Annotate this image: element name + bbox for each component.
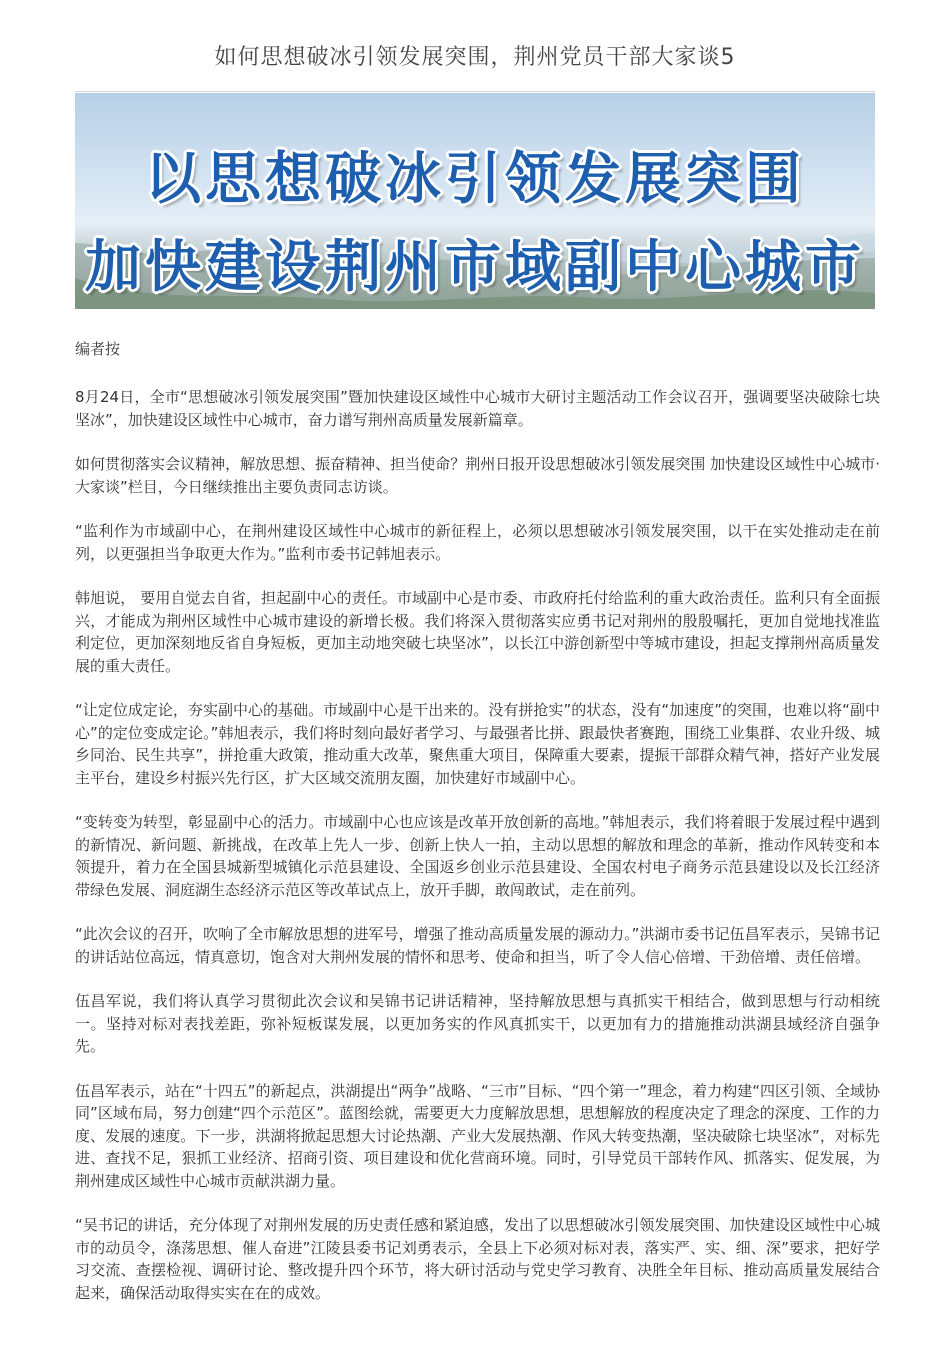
title-divider xyxy=(75,91,875,92)
article-paragraph: “让定位成定论，夯实副中心的基础。市域副中心是干出来的。没有拼抢实”的状态，没有“加速度”的突围，也难以将“副中心”的定位变成定论。”韩旭表示，我们将时刻向最好者学习、与最强者比拼、跟最快者赛跑，围绕工业集群、农业升级、城乡同治、民生共享”，拼抢重大政策，推动重大改革，聚焦重大项目，保障重大要素，提振干部群众精气神，搭好产业发展主平台，建设乡村振兴先行区，扩大区域交流朋友圈，加快建好市域副中心。 xyxy=(75,701,880,787)
article-paragraph: “变转变为转型，彰显副中心的活力。市域副中心也应该是改革开放创新的高地。”韩旭表示，我们将着眼于发展过程中遇到的新情况、新问题、新挑战，在改革上先人一步、创新上快人一拍，主动以思想的解放和理念的革新，推动作风转变和本领提升，着力在全国县城新型城镇化示范县建设、全国返乡创业示范县建设、全国农村电子商务示范县建设以及长江经济带绿色发展、洞庭湖生态经济示范区等改革试点上，放开手脚，敢闯敢试，走在前列。 xyxy=(75,813,880,899)
article-paragraph: 韩旭说， 要用自觉去自省，担起副中心的责任。市域副中心是市委、市政府托付给监利的重大政治责任。监利只有全面振兴，才能成为荆州区域性中心城市建设的新增长极。我们将深入贯彻落实应勇书记对荆州的殷殷嘱托，更加自觉地找准监利定位，更加深刻地反省自身短板，更加主动地突破七块坚冰”，以长江中游创新型中等城市建设，担起支撑荆州高质量发展的重大责任。 xyxy=(75,589,880,675)
article-paragraph: 8月24日，全市“思想破冰引领发展突围”暨加快建设区域性中心城市大研讨主题活动工作会议召开，强调要坚决破除七块坚冰”，加快建设区域性中心城市，奋力谱写荆州高质量发展新篇章。 xyxy=(75,388,880,429)
article-paragraph: “监利作为市域副中心，在荆州建设区域性中心城市的新征程上，必须以思想破冰引领发展突围，以干在实处推动走在前列，以更强担当争取更大作为。”监利市委书记韩旭表示。 xyxy=(75,522,880,563)
article-paragraph: “吴书记的讲话，充分体现了对荆州发展的历史责任感和紧迫感，发出了以思想破冰引领发展突围、加快建设区域性中心城市的动员令，涤荡思想、催人奋进”江陵县委书记刘勇表示，全县上下必须对标对表，落实严、实、细、深”要求，把好学习交流、查摆检视、调研讨论、整改提升四个环节，将大研讨活动与党史学习教育、决胜全年目标、推动高质量发展结合起来，确保活动取得实实在在的成效。 xyxy=(75,1216,880,1302)
article-body xyxy=(75,338,880,1326)
banner-image xyxy=(75,93,875,309)
editor-note-label: 编者按 xyxy=(75,340,121,358)
banner-headline-1: 以思想破冰引领发展突围 xyxy=(145,147,805,212)
banner-headline-2: 加快建设荆州市域副中心城市 xyxy=(85,235,865,300)
article-paragraph: 如何贯彻落实会议精神，解放思想、振奋精神、担当使命？荆州日报开设思想破冰引领发展突围 加快建设区域性中心城市·大家谈”栏目，今日继续推出主要负责同志访谈。 xyxy=(75,455,880,496)
page-title: 如何思想破冰引领发展突围，荆州党员干部大家谈5 xyxy=(214,45,736,70)
article-paragraph: 伍昌军说，我们将认真学习贯彻此次会议和吴锦书记讲话精神，坚持解放思想与真抓实干相结合，做到思想与行动相统一。坚持对标对表找差距，弥补短板谋发展，以更加务实的作风真抓实干，以更加有力的措施推动洪湖县域经济自强争先。 xyxy=(75,992,880,1055)
article-paragraph: “此次会议的召开，吹响了全市解放思想的进军号，增强了推动高质量发展的源动力。”洪湖市委书记伍昌军表示，吴锦书记的讲话站位高远，情真意切，饱含对大荆州发展的情怀和思考、使命和担当，听了令人信心倍增、干劲倍增、责任倍增。 xyxy=(75,925,880,966)
article-paragraph: 伍昌军表示，站在“十四五”的新起点，洪湖提出“两争”战略、“三市”目标、“四个第一”理念，着力构建“四区引领、全域协同”区域布局，努力创建“四个示范区”。蓝图绘就，需要更大力度解放思想，思想解放的程度决定了理念的深度、工作的力度、发展的速度。下一步，洪湖将掀起思想大讨论热潮、产业大发展热潮、作风大转变热潮，坚决破除七块坚冰”，对标先进、查找不足，狠抓工业经济、招商引资、项目建设和优化营商环境。同时，引导党员干部转作风、抓落实、促发展，为荆州建成区域性中心城市贡献洪湖力量。 xyxy=(75,1081,880,1190)
